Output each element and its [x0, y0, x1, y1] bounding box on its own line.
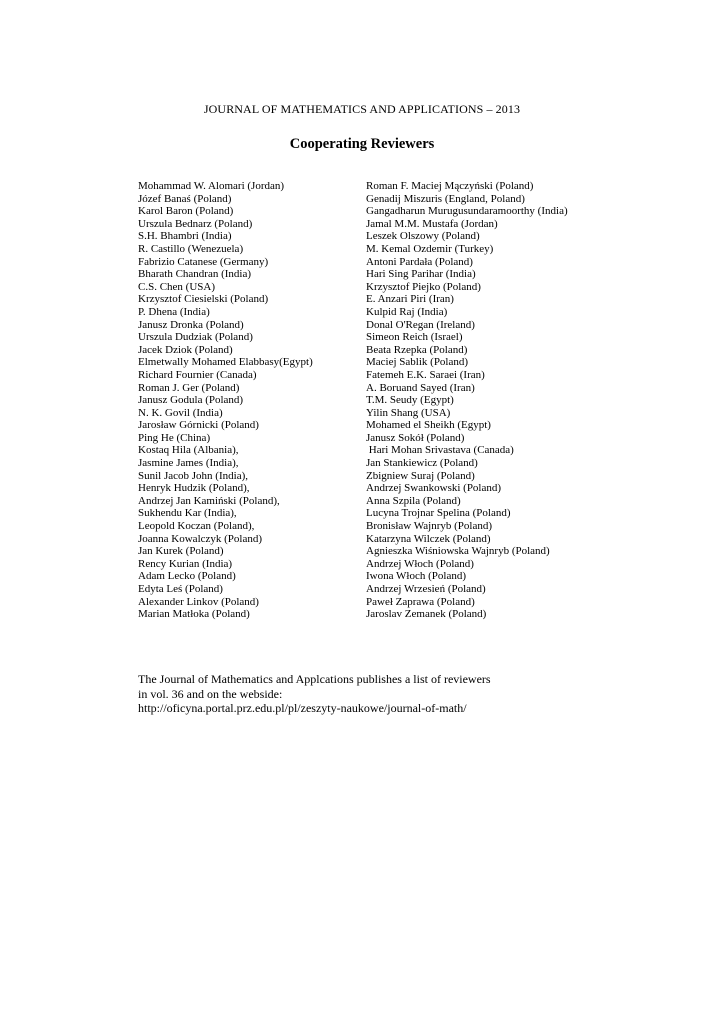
- reviewer-entry: Hari Mohan Srivastava (Canada): [366, 444, 514, 457]
- reviewer-entry: Urszula Bednarz (Poland): [138, 217, 253, 230]
- reviewer-entry: Andrzej Włoch (Poland): [366, 557, 474, 570]
- reviewer-entry: Jamal M.M. Mustafa (Jordan): [366, 217, 498, 230]
- reviewer-entry: Jan Kurek (Poland): [138, 545, 224, 558]
- reviewer-entry: Ping He (China): [138, 431, 211, 444]
- reviewer-entry: Henryk Hudzik (Poland),: [138, 482, 250, 495]
- reviewer-entry: Krzysztof Ciesielski (Poland): [138, 293, 269, 306]
- reviewers-right-column: [366, 180, 568, 621]
- reviewer-entry: Katarzyna Wilczek (Poland): [366, 532, 491, 545]
- reviewer-entry: Mohamed el Sheikh (Egypt): [366, 419, 491, 432]
- reviewer-entry: T.M. Seudy (Egypt): [366, 394, 454, 407]
- reviewer-entry: Donal O'Regan (Ireland): [366, 318, 475, 331]
- reviewer-entry: Yilin Shang (USA): [366, 406, 451, 419]
- reviewer-entry: Joanna Kowalczyk (Poland): [138, 532, 263, 545]
- reviewer-entry: M. Kemal Ozdemir (Turkey): [366, 242, 494, 255]
- reviewer-entry: Simeon Reich (Israel): [366, 331, 463, 344]
- reviewer-entry: Karol Baron (Poland): [138, 205, 234, 218]
- note-line-1: The Journal of Mathematics and Applcations publishes a list of reviewers: [138, 672, 491, 686]
- reviewer-entry: Genadij Miszuris (England, Poland): [366, 192, 525, 205]
- reviewer-entry: Kulpid Raj (India): [366, 305, 448, 318]
- reviewer-entry: Bharath Chandran (India): [138, 268, 252, 281]
- reviewer-entry: Zbigniew Suraj (Poland): [366, 469, 475, 482]
- reviewer-entry: Roman F. Maciej Mączyński (Poland): [366, 180, 534, 192]
- reviewer-entry: E. Anzari Piri (Iran): [366, 293, 454, 306]
- reviewer-entry: N. K. Govil (India): [138, 406, 223, 419]
- reviewer-entry: Hari Sing Parihar (India): [366, 268, 476, 281]
- reviewer-entry: Józef Banaś (Poland): [138, 192, 232, 205]
- page-title: Cooperating Reviewers: [289, 136, 435, 152]
- reviewer-entry: Leszek Olszowy (Poland): [366, 230, 480, 243]
- reviewer-entry: Alexander Linkov (Poland): [138, 595, 259, 608]
- reviewer-entry: Anna Szpila (Poland): [366, 494, 461, 507]
- note-line-2: in vol. 36 and on the webside:: [138, 686, 283, 701]
- reviewer-entry: Maciej Sablik (Poland): [366, 356, 469, 369]
- note-url[interactable]: http://oficyna.portal.prz.edu.pl/pl/zeszyty-naukowe/journal-of-math/: [138, 701, 467, 715]
- reviewer-entry: Jasmine James (India),: [138, 457, 239, 470]
- reviewer-entry: Fatemeh E.K. Saraei (Iran): [366, 368, 485, 381]
- reviewer-entry: Andrzej Jan Kamiński (Poland),: [138, 494, 280, 507]
- reviewer-entry: Janusz Sokół (Poland): [366, 431, 465, 444]
- reviewer-entry: Rency Kurian (India): [138, 557, 233, 570]
- reviewers-left-column: [138, 180, 313, 621]
- reviewer-entry: Edyta Leś (Poland): [138, 583, 223, 595]
- reviewer-entry: P. Dhena (India): [138, 305, 210, 318]
- reviewer-entry: Fabrizio Catanese (Germany): [138, 255, 269, 268]
- reviewer-entry: R. Castillo (Wenezuela): [138, 242, 244, 255]
- reviewer-entry: Lucyna Trojnar Spelina (Poland): [366, 507, 511, 520]
- reviewer-entry: Krzysztof Piejko (Poland): [366, 280, 481, 293]
- reviewer-entry: Jarosław Górnicki (Poland): [138, 419, 259, 432]
- reviewer-entry: Richard Fournier (Canada): [138, 368, 257, 381]
- reviewer-entry: Elmetwally Mohamed Elabbasy(Egypt): [138, 356, 313, 369]
- reviewer-entry: Roman J. Ger (Poland): [138, 381, 240, 394]
- reviewer-entry: Sukhendu Kar (India),: [138, 507, 237, 520]
- reviewer-entry: Adam Lecko (Poland): [138, 570, 236, 583]
- reviewer-entry: Andrzej Wrzesień (Poland): [366, 583, 486, 595]
- reviewer-entry: A. Boruand Sayed (Iran): [366, 381, 475, 394]
- reviewer-entry: Iwona Włoch (Poland): [366, 570, 466, 583]
- reviewer-entry: Andrzej Swankowski (Poland): [366, 482, 502, 495]
- reviewers-note: [138, 672, 491, 716]
- reviewer-entry: Jan Stankiewicz (Poland): [366, 457, 478, 470]
- reviewer-entry: S.H. Bhambri (India): [138, 230, 232, 243]
- reviewer-entry: C.S. Chen (USA): [138, 280, 216, 293]
- reviewer-entry: Jaroslav Zemanek (Poland): [366, 608, 487, 621]
- reviewer-entry: Leopold Koczan (Poland),: [138, 520, 255, 533]
- reviewer-entry: Beata Rzepka (Poland): [366, 343, 468, 356]
- journal-header: JOURNAL OF MATHEMATICS AND APPLICATIONS – 2013: [203, 102, 521, 116]
- reviewer-entry: Gangadharun Murugusundaramoorthy (India): [366, 205, 568, 218]
- reviewer-entry: Paweł Zaprawa (Poland): [366, 595, 475, 608]
- reviewer-entry: Kostaq Hila (Albania),: [138, 444, 239, 457]
- reviewer-entry: Marian Matłoka (Poland): [138, 608, 250, 621]
- reviewer-entry: Jacek Dziok (Poland): [138, 343, 233, 356]
- reviewer-entry: Urszula Dudziak (Poland): [138, 331, 253, 344]
- reviewer-entry: Sunil Jacob John (India),: [138, 469, 248, 482]
- reviewer-entry: Agnieszka Wiśniowska Wajnryb (Poland): [366, 545, 550, 558]
- reviewer-entry: Mohammad W. Alomari (Jordan): [138, 180, 285, 192]
- reviewer-entry: Janusz Dronka (Poland): [138, 318, 244, 331]
- reviewer-entry: Janusz Godula (Poland): [138, 394, 244, 407]
- reviewer-entry: Antoni Pardała (Poland): [366, 255, 473, 268]
- reviewer-entry: Bronisław Wajnryb (Poland): [366, 520, 493, 533]
